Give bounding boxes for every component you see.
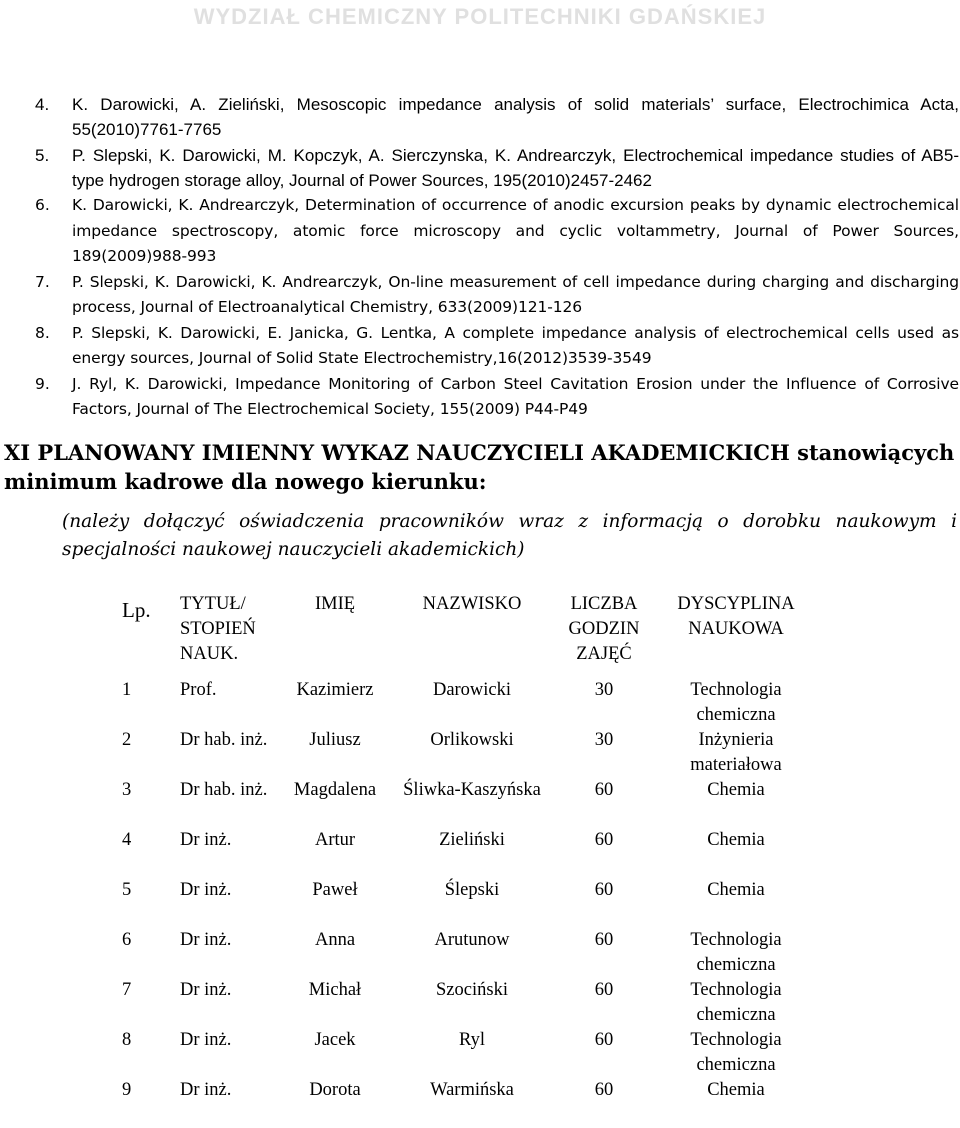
row-first-name: Kazimierz [296,680,374,700]
row-title: Prof. [180,680,217,700]
reference-text: J. Ryl, K. Darowicki, Impedance Monitoring of Carbon Steel Cavitation Erosion under the Influence of Corrosive Factors, Journal of The Electrochemical Society, 155(2009) P44-P49 [72,374,959,419]
row-discipline: Technologia chemiczna [690,1030,782,1075]
reference-item [35,372,959,423]
reference-number: 6. [35,196,50,215]
reference-item [35,193,959,270]
section-title: XI PLANOWANY IMIENNY WYKAZ NAUCZYCIELI AKADEMICKICH stanowiących minimum kadrowe dla nowego kierunku: [4,440,955,494]
reference-number: 4. [35,95,50,114]
reference-number: 8. [35,323,50,342]
table-row [116,978,812,1028]
table-row [116,678,812,728]
row-title: Dr hab. inż. [180,730,268,750]
col-title: TYTUŁ/ STOPIEŃ NAUK. [180,594,256,664]
row-discipline: Technologia chemiczna [690,980,782,1025]
row-hours: 60 [594,830,614,850]
table-row [116,728,812,778]
reference-text: P. Slepski, K. Darowicki, E. Janicka, G. Lentka, A complete impedance analysis of electrochemical cells used as energy sources, Journal of Solid State Electrochemistry,16(2012)3539-3549 [72,323,959,368]
col-lp: Lp. [122,598,151,622]
row-lp: 8 [122,1030,132,1050]
row-discipline: Chemia [707,880,765,900]
col-last-name: NAZWISKO [422,594,522,614]
reference-text: P. Slepski, K. Darowicki, M. Kopczyk, A. Sierczynska, K. Andrearczyk, Electrochemical impedance studies of AB5-type hydrogen storage alloy, Journal of Power Sources, 195(2010)2457-2462 [72,145,959,190]
row-title: Dr inż. [180,980,232,1000]
row-first-name: Juliusz [309,730,361,750]
row-hours: 60 [594,930,614,950]
row-hours: 60 [594,1080,614,1100]
row-discipline: Chemia [707,780,765,800]
row-first-name: Anna [314,930,356,950]
row-discipline: Technologia chemiczna [690,930,782,975]
row-last-name: Arutunow [434,930,510,950]
table-header-row [116,592,812,678]
row-title: Dr inż. [180,930,232,950]
reference-text: K. Darowicki, K. Andrearczyk, Determination of occurrence of anodic excursion peaks by dynamic electrochemical impedance spectroscopy, atomic force microscopy and cyclic voltammetry, Journal of Power Sources, 189(2009)988-993 [72,196,959,266]
row-title: Dr hab. inż. [180,780,268,800]
row-discipline: Technologia chemiczna [690,680,782,725]
col-discipline: DYSCYPLINA NAUKOWA [677,594,795,639]
table-row [116,1078,812,1128]
staff-table [116,592,812,1128]
reference-item [35,143,959,194]
row-last-name: Ślepski [444,880,500,900]
row-first-name: Michał [308,980,362,1000]
row-last-name: Zieliński [439,830,505,850]
table-row [116,1028,812,1078]
row-last-name: Warmińska [430,1080,514,1100]
row-last-name: Darowicki [432,680,512,700]
row-hours: 60 [594,1030,614,1050]
row-last-name: Ryl [459,1030,485,1050]
row-title: Dr inż. [180,1030,232,1050]
row-title: Dr inż. [180,880,232,900]
reference-item [35,92,959,143]
reference-number: 9. [35,374,50,393]
table-row [116,878,812,928]
section-note: (należy dołączyć oświadczenia pracowników wraz z informacją o dorobku naukowym i specjalności naukowej nauczycieli akademickich) [62,511,957,560]
row-discipline: Inżynieria materiałowa [690,730,782,775]
col-hours: LICZBA GODZIN ZAJĘĆ [568,594,640,664]
row-discipline: Chemia [707,830,765,850]
row-last-name: Szociński [436,980,508,1000]
table-row [116,778,812,828]
row-discipline: Chemia [707,1080,765,1100]
reference-item [35,321,959,372]
col-first-name: IMIĘ [314,594,356,614]
row-first-name: Paweł [312,880,358,900]
row-hours: 30 [594,730,614,750]
row-hours: 60 [594,780,614,800]
row-lp: 5 [122,880,132,900]
row-hours: 30 [594,680,614,700]
row-lp: 2 [122,730,132,750]
row-first-name: Artur [314,830,356,850]
row-title: Dr inż. [180,830,232,850]
table-row [116,928,812,978]
faculty-header: WYDZIAŁ CHEMICZNY POLITECHNIKI GDAŃSKIEJ [193,4,767,29]
row-hours: 60 [594,980,614,1000]
reference-list [35,92,959,423]
reference-text: K. Darowicki, A. Zieliński, Mesoscopic impedance analysis of solid materials’ surface, Electrochimica Acta, 55(2010)7761-7765 [72,95,959,140]
row-lp: 9 [122,1080,132,1100]
row-title: Dr inż. [180,1080,232,1100]
table-row [116,828,812,878]
row-last-name: Śliwka-Kaszyńska [403,780,541,800]
row-lp: 6 [122,930,132,950]
row-lp: 3 [122,780,132,800]
row-lp: 4 [122,830,132,850]
row-last-name: Orlikowski [430,730,514,750]
row-first-name: Jacek [314,1030,356,1050]
reference-number: 7. [35,272,50,291]
reference-number: 5. [35,145,50,165]
row-lp: 7 [122,980,132,1000]
row-lp: 1 [122,680,132,700]
reference-item [35,270,959,321]
row-first-name: Dorota [309,1080,361,1100]
row-first-name: Magdalena [293,780,377,800]
reference-text: P. Slepski, K. Darowicki, K. Andrearczyk, On-line measurement of cell impedance during charging and discharging process, Journal of Electroanalytical Chemistry, 633(2009)121-126 [72,272,959,317]
row-hours: 60 [594,880,614,900]
